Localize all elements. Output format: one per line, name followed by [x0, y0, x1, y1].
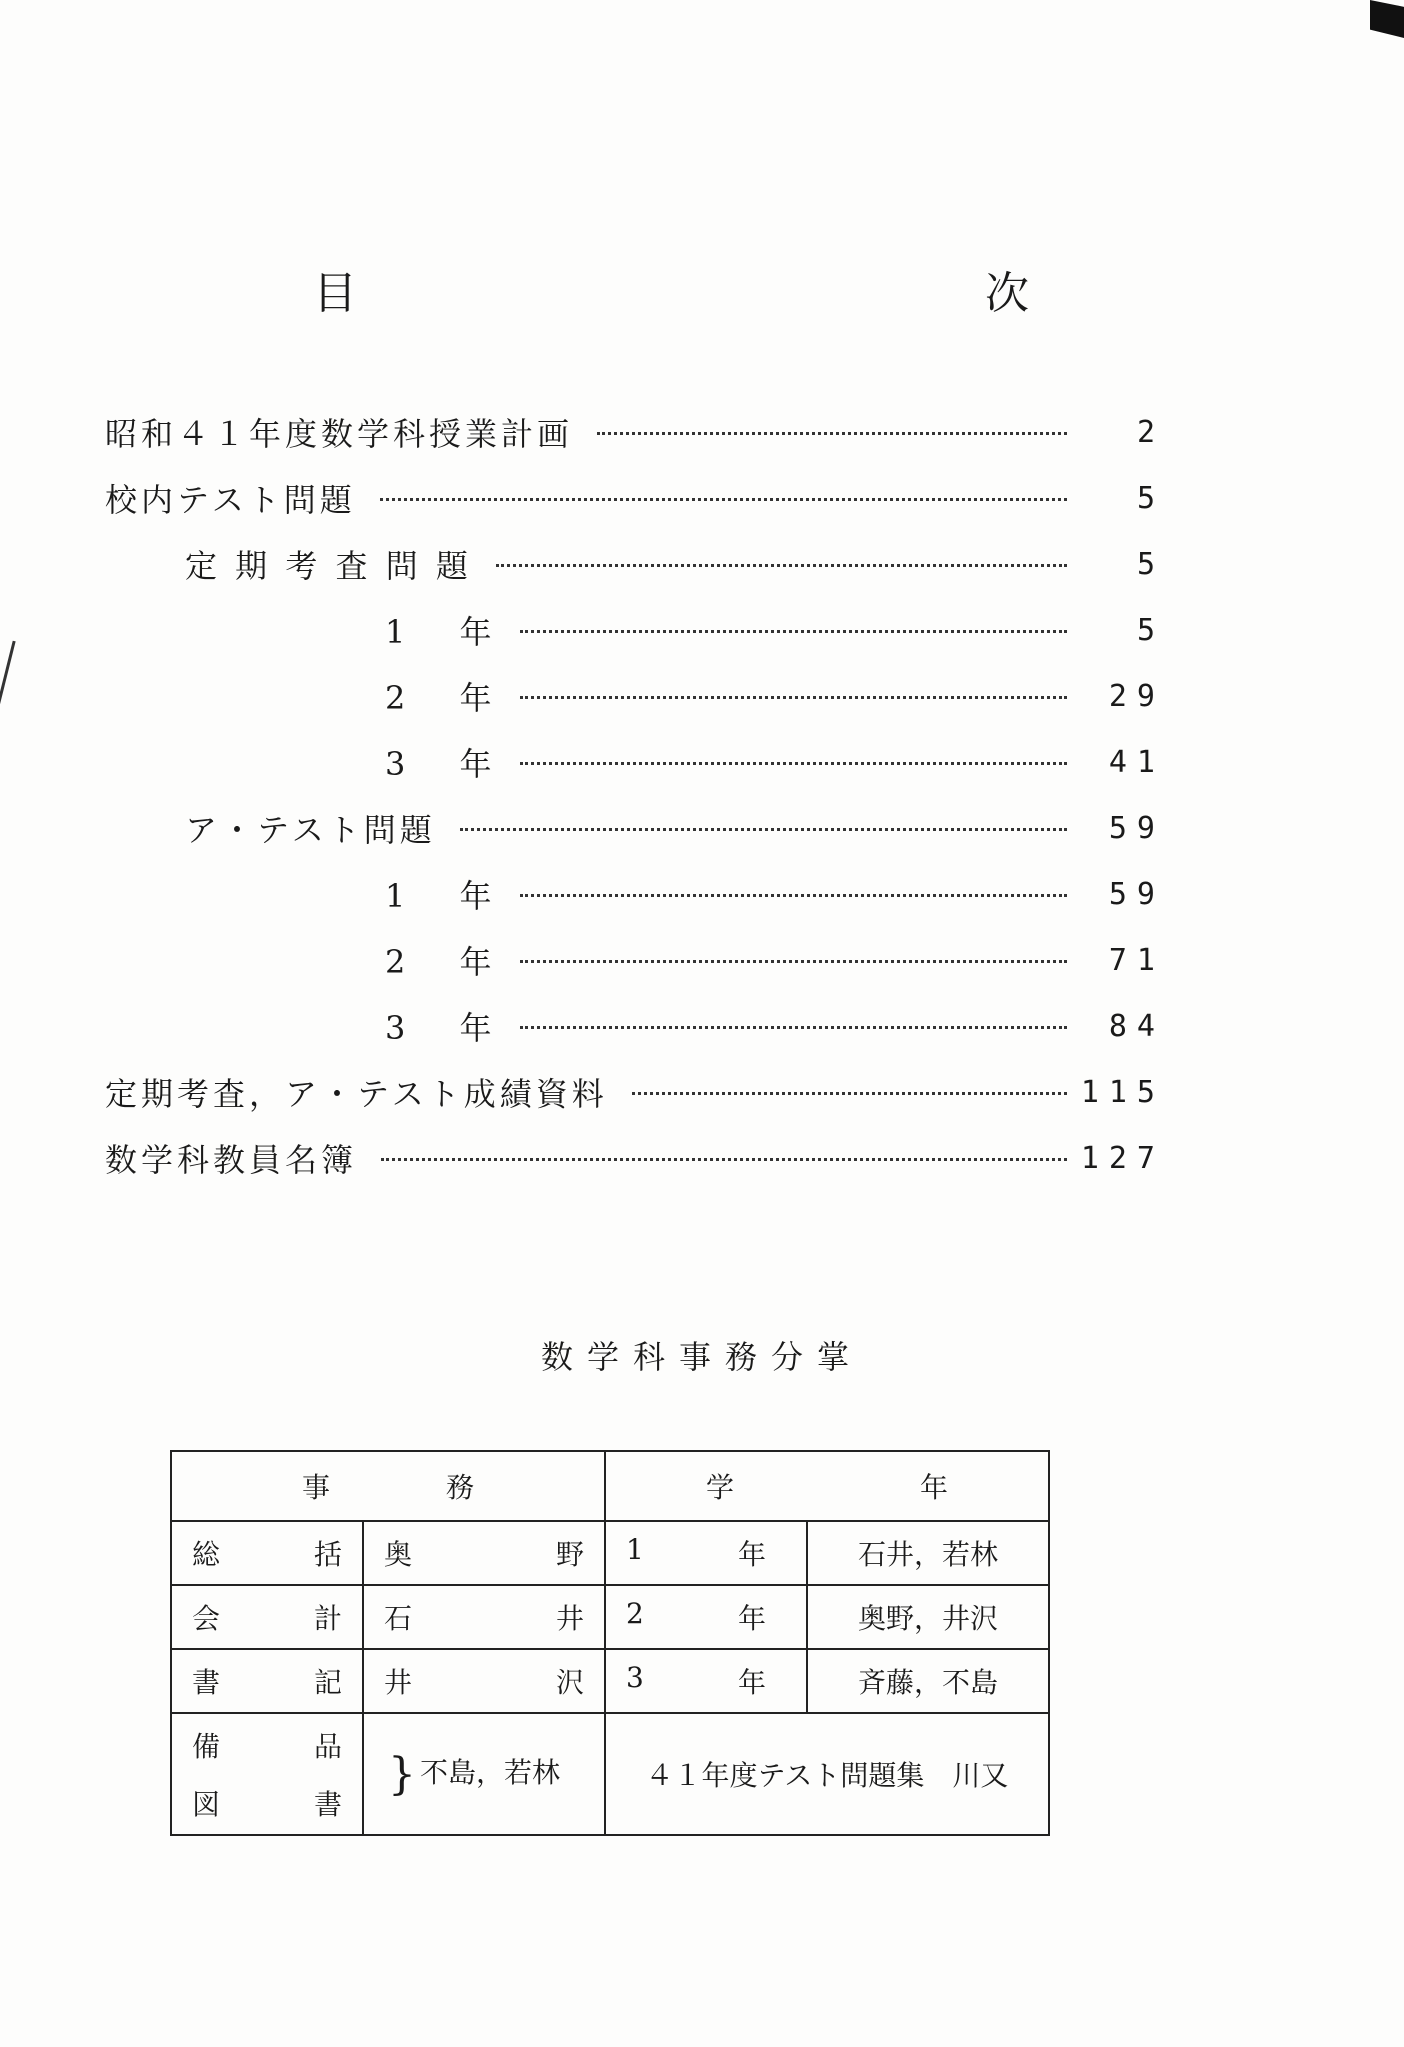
- toc-entry-label: 数学科教員名簿: [105, 1141, 358, 1179]
- toc-entry-page: 5: [1136, 546, 1165, 582]
- toc-entry: [105, 406, 1165, 458]
- toc-entry-page: 115: [1080, 1074, 1165, 1110]
- toc-leader-dots: [520, 1026, 1067, 1029]
- table-row: 備 品 図 書 } 不島，若林 ４１年度テスト問題集 川又: [171, 1713, 1049, 1835]
- toc-entry-page: 29: [1108, 678, 1165, 714]
- table-row: 会 計 石 井 2 年 奥野，井沢: [171, 1585, 1049, 1649]
- toc-entry: [105, 1066, 1165, 1118]
- toc-leader-dots: [381, 1158, 1067, 1161]
- toc-entry-label: 1 年: [385, 613, 496, 651]
- scan-corner-mark: [1370, 0, 1404, 38]
- toc-leader-dots: [520, 894, 1067, 897]
- toc-entry: [385, 736, 1165, 788]
- toc-entry-label: ア・テスト問題: [185, 811, 436, 849]
- toc-entry: [105, 472, 1165, 524]
- toc-entry-label: 定期考査，ア・テスト成績資料: [105, 1075, 608, 1113]
- duties-table: [170, 1450, 1050, 1836]
- toc-entry-label: 校内テスト問題: [105, 481, 356, 519]
- toc-leader-dots: [380, 498, 1067, 501]
- toc-entry-page: 5: [1136, 612, 1165, 648]
- toc-leader-dots: [520, 960, 1067, 963]
- toc-leader-dots: [460, 828, 1067, 831]
- toc-entry: [385, 670, 1165, 722]
- brace-glyph: }: [388, 1748, 416, 1800]
- duties-title: 数学科事務分掌: [540, 1338, 863, 1376]
- scan-stray-mark: [0, 641, 16, 712]
- toc-entry-page: 127: [1080, 1140, 1165, 1176]
- table-row: 書 記 井 沢 3 年 斉藤，不島: [171, 1649, 1049, 1713]
- toc-entry-page: 84: [1108, 1008, 1165, 1044]
- toc-entry-label: 3 年: [385, 1009, 496, 1047]
- toc-entry: [385, 934, 1165, 986]
- table-row: 総 括 奥 野 1 年 石井，若林: [171, 1521, 1049, 1585]
- toc-entry-page: 59: [1108, 876, 1165, 912]
- toc-entry-label: 1 年: [385, 877, 496, 915]
- toc-entry-page: 41: [1108, 744, 1165, 780]
- header-grade: 学 年: [605, 1451, 1049, 1521]
- toc-leader-dots: [520, 630, 1067, 633]
- toc-entry-label: 昭和４１年度数学科授業計画: [105, 415, 574, 453]
- page-title: 目 次: [313, 268, 1209, 320]
- toc-entry-page: 71: [1108, 942, 1165, 978]
- toc-entry-page: 2: [1136, 414, 1165, 450]
- toc-entry-label: 2 年: [385, 943, 496, 981]
- toc-entry-label: 定 期 考 査 問 題: [185, 547, 472, 585]
- toc-entry: [385, 604, 1165, 656]
- toc-leader-dots: [520, 696, 1067, 699]
- toc-leader-dots: [632, 1092, 1067, 1095]
- toc-entry-label: 2 年: [385, 679, 496, 717]
- toc-entry-label: 3 年: [385, 745, 496, 783]
- table-header-row: [171, 1451, 1049, 1521]
- toc-entry: [385, 868, 1165, 920]
- toc-leader-dots: [520, 762, 1067, 765]
- toc-entry-page: 59: [1108, 810, 1165, 846]
- toc-leader-dots: [597, 432, 1067, 435]
- toc-entry-page: 5: [1136, 480, 1165, 516]
- toc-entry: [185, 802, 1165, 854]
- header-duties: 事 務: [171, 1451, 605, 1521]
- toc-leader-dots: [496, 564, 1067, 567]
- toc-entry: [385, 1000, 1165, 1052]
- toc-entry: [185, 538, 1165, 590]
- toc-entry: [105, 1132, 1165, 1184]
